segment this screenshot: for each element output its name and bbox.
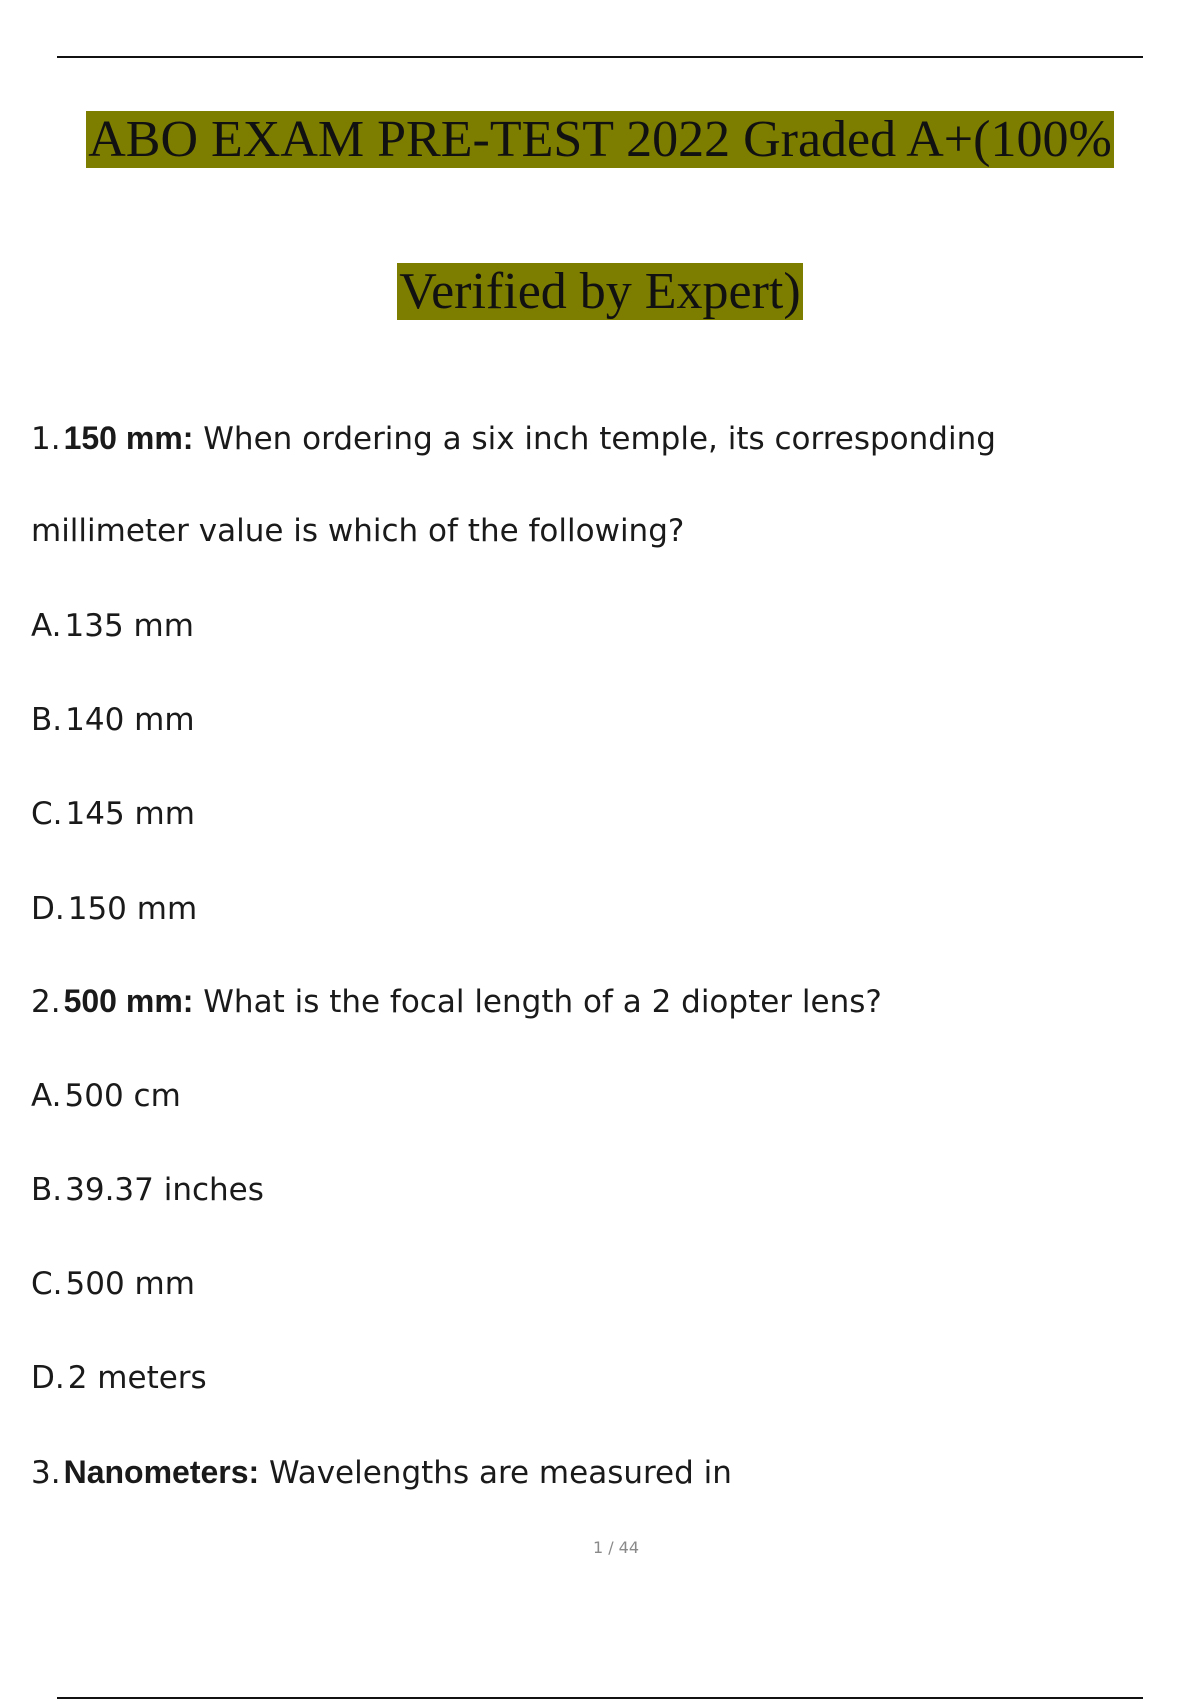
question-number: 3. (31, 1455, 61, 1491)
question-text: Wavelengths are measured in (259, 1455, 732, 1491)
title-highlight-2: Verified by Expert) (399, 263, 801, 320)
option-text: 39.37 inches (65, 1172, 264, 1208)
question-answer: 500 mm: (63, 983, 194, 1019)
option-2a (31, 1076, 181, 1116)
option-letter: D. (31, 1360, 65, 1396)
question-2 (31, 981, 882, 1022)
option-text: 140 mm (65, 702, 195, 738)
option-letter: B. (31, 1172, 63, 1208)
option-letter: A. (31, 1078, 62, 1114)
option-1a (31, 606, 194, 646)
option-text: 145 mm (65, 796, 195, 832)
question-3 (31, 1452, 732, 1493)
page-indicator: 1 / 44 (592, 1538, 640, 1557)
question-text: When ordering a six inch temple, its corresponding (193, 421, 996, 457)
bottom-rule (57, 1697, 1143, 1699)
document-title-line-2 (0, 262, 1200, 322)
question-1 (31, 418, 996, 459)
option-text: 500 cm (64, 1078, 181, 1114)
option-2d (31, 1358, 207, 1398)
option-letter: A. (31, 608, 62, 644)
question-number: 1. (31, 421, 61, 457)
option-text: 2 meters (67, 1360, 207, 1396)
question-text: millimeter value is which of the following? (31, 513, 685, 549)
document-title-line-1 (0, 110, 1200, 170)
question-answer: Nanometers: (63, 1454, 260, 1490)
option-1c (31, 794, 195, 834)
option-letter: C. (31, 1266, 63, 1302)
question-number: 2. (31, 984, 61, 1020)
title-highlight-1: ABO EXAM PRE-TEST 2022 Graded A+(100% (88, 111, 1112, 168)
option-1d (31, 889, 197, 929)
option-text: 135 mm (64, 608, 194, 644)
option-letter: B. (31, 702, 63, 738)
top-rule (57, 56, 1143, 58)
option-text: 150 mm (67, 891, 198, 927)
option-1b (31, 700, 195, 740)
question-text: What is the focal length of a 2 diopter lens? (193, 984, 882, 1020)
option-2c (31, 1264, 195, 1304)
question-1-continued (31, 511, 684, 551)
option-2b (31, 1170, 264, 1210)
question-answer: 150 mm: (63, 420, 194, 456)
option-letter: C. (31, 796, 63, 832)
option-text: 500 mm (65, 1266, 195, 1302)
option-letter: D. (31, 891, 65, 927)
